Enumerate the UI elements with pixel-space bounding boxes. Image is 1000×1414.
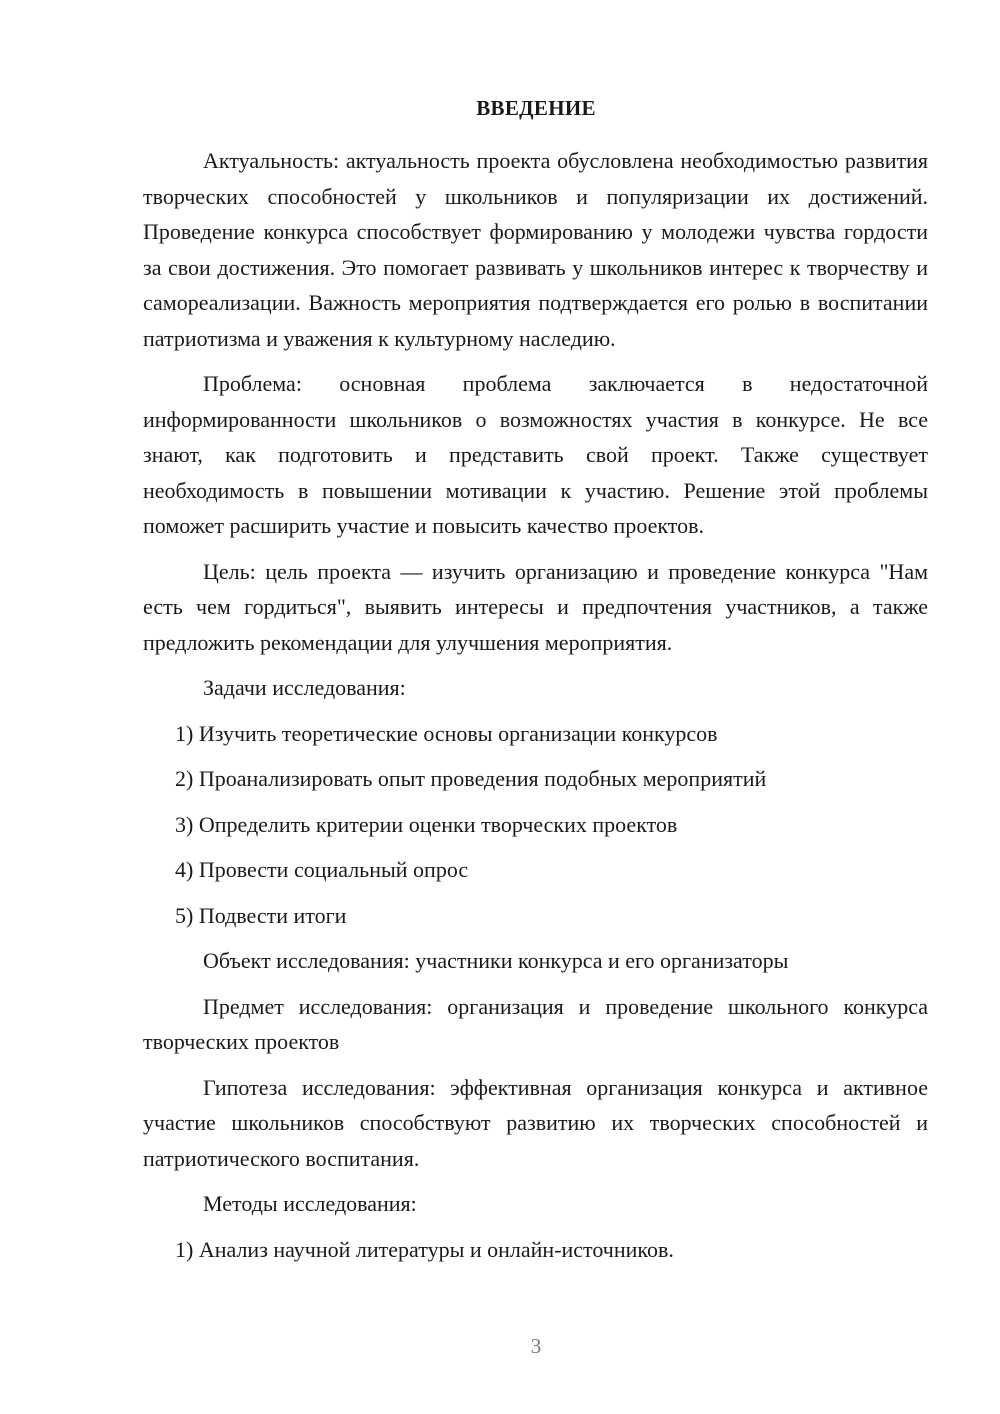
list-item-task-1: 1) Изучить теоретические основы организации конкурсов (175, 720, 718, 746)
paragraph-problem: Проблема: основная проблема заключается в недостаточной информированности школьников о возможностях участия в конкурсе. Не все знают, как подготовить и представить свой проект. Также существует необходимость в повышении мотивации к участию. Решение этой проблемы поможет расширить участие и повысить качество проектов. (143, 371, 928, 538)
list-item-task-5: 5) Подвести итоги (175, 902, 347, 928)
paragraph-hypothesis: Гипотеза исследования: эффективная организация конкурса и активное участие школьников способствуют развитию их творческих способностей и патриотического воспитания. (143, 1074, 928, 1171)
paragraph-object: Объект исследования: участники конкурса и его организаторы (203, 948, 789, 973)
list-item-task-2: 2) Проанализировать опыт проведения подобных мероприятий (175, 766, 767, 791)
page-number: 3 (530, 1334, 542, 1358)
list-item-method-1: 1) Анализ научной литературы и онлайн-источников. (175, 1236, 674, 1262)
list-item-task-3: 3) Определить критерии оценки творческих проектов (175, 811, 678, 837)
methods-title: Методы исследования: (203, 1191, 417, 1216)
paragraph-relevance: Актуальность: актуальность проекта обусловлена необходимостью развития творческих способностей у школьников и популяризации их достижений. Проведение конкурса способствует формированию у молодежи чувства гордости за свои достижения. Это помогает развивать у школьников интерес к творчеству и самореализации. Важность мероприятия подтверждается его ролью в воспитании патриотизма и уважения к культурному наследию. (143, 148, 928, 351)
section-heading: ВВЕДЕНИЕ (476, 96, 596, 120)
paragraph-subject: Предмет исследования: организация и проведение школьного конкурса творческих проектов (143, 993, 928, 1054)
list-item-task-4: 4) Провести социальный опрос (175, 857, 469, 882)
paragraph-goal: Цель: цель проекта — изучить организацию и проведение конкурса "Нам есть чем гордиться", выявить интересы и предпочтения участников, а также предложить рекомендации для улучшения мероприятия. (143, 558, 928, 655)
tasks-title: Задачи исследования: (203, 675, 406, 700)
body-text (143, 143, 928, 1277)
